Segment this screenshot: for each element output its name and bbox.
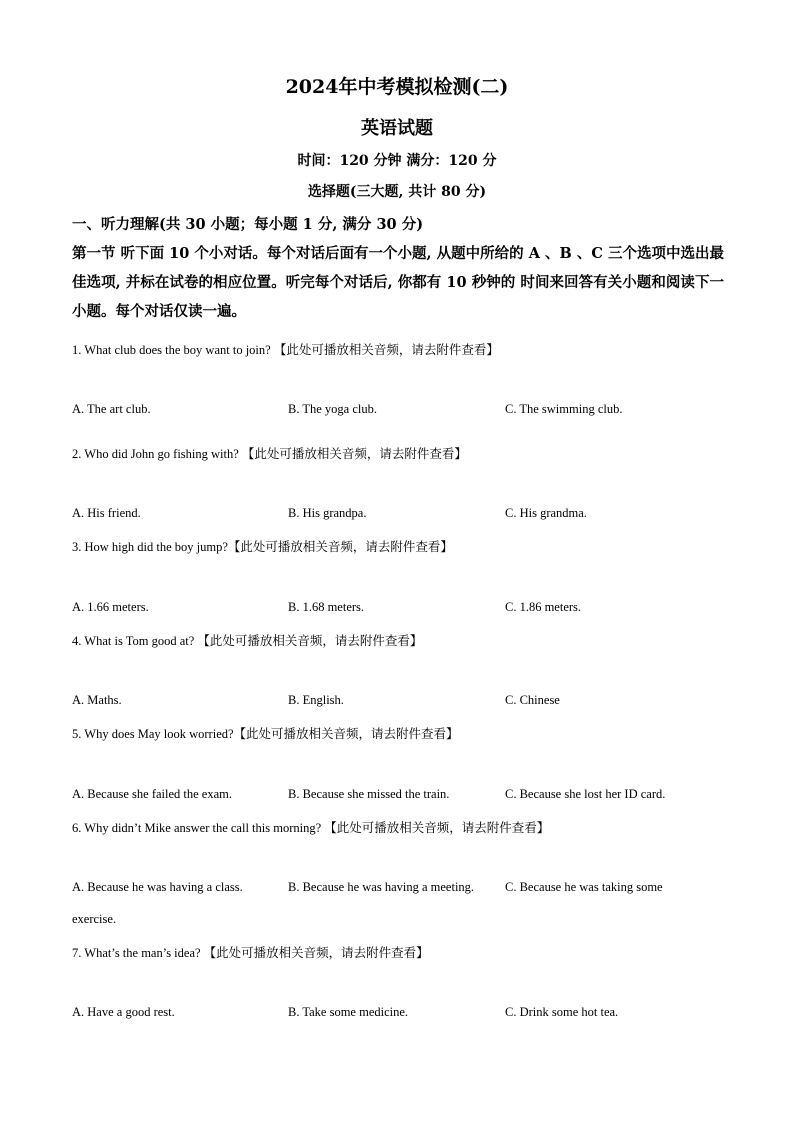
question-1-option-a: A. The art club.: [72, 402, 151, 416]
section-heading: 一、听力理解(共 30 小题；每小题 1 分, 满分 30 分): [72, 216, 424, 233]
question-4-option-b: B. English.: [288, 693, 344, 707]
question-6-option-b: B. Because he was having a meeting.: [288, 880, 475, 894]
question-5-option-b: B. Because she missed the train.: [288, 787, 450, 801]
exam-meta: 时间：120 分钟 满分：120 分: [297, 153, 497, 169]
question-3-option-b: B. 1.68 meters.: [288, 600, 365, 614]
question-6-option-c-continued: exercise.: [72, 912, 117, 926]
question-5-option-c: C. Because she lost her ID card.: [505, 787, 666, 801]
question-2-option-b: B. His grandpa.: [288, 506, 367, 520]
question-4-option-a: A. Maths.: [72, 693, 122, 707]
question-7-option-c: C. Drink some hot tea.: [505, 1005, 619, 1019]
question-3: 3. How high did the boy jump?【此处可播放相关音频，请去附件查看】: [72, 540, 453, 554]
question-1-option-b: B. The yoga club.: [288, 402, 377, 416]
section-summary: 选择题(三大题, 共计 80 分): [307, 184, 487, 200]
question-1-option-c: C. The swimming club.: [505, 402, 623, 416]
question-7-option-a: A. Have a good rest.: [72, 1005, 175, 1019]
question-6-option-a: A. Because he was having a class.: [72, 880, 243, 894]
question-4-option-c: C. Chinese: [505, 693, 560, 707]
question-2-option-a: A. His friend.: [72, 506, 141, 520]
section-instructions: 第一节 听下面 10 个小对话。每个对话后面有一个小题, 从题中所给的 A 、B 、C 三个选项中选出最佳选项, 并标在试卷的相应位置。听完每个对话后, 你都有 10 秒钟的 时间来回答有关小题和阅读下一小题。每个对话仅读一遍。: [72, 245, 724, 320]
page-subtitle: 英语试题: [361, 118, 433, 139]
question-6: 6. Why didn’t Mike answer the call this morning? 【此处可播放相关音频，请去附件查看】: [72, 821, 550, 835]
question-7: 7. What’s the man’s idea? 【此处可播放相关音频，请去附件查看】: [72, 946, 429, 960]
question-4: 4. What is Tom good at? 【此处可播放相关音频，请去附件查看】: [72, 634, 423, 648]
question-7-option-b: B. Take some medicine.: [288, 1005, 409, 1019]
question-1: 1. What club does the boy want to join? 【此处可播放相关音频，请去附件查看】: [72, 343, 499, 357]
page-title: 2024年中考模拟检测(二): [285, 76, 509, 98]
question-5: 5. Why does May look worried?【此处可播放相关音频，请去附件查看】: [72, 727, 459, 741]
question-3-option-a: A. 1.66 meters.: [72, 600, 149, 614]
question-2: 2. Who did John go fishing with? 【此处可播放相关音频，请去附件查看】: [72, 447, 467, 461]
question-2-option-c: C. His grandma.: [505, 506, 587, 520]
question-6-option-c: C. Because he was taking some: [505, 880, 663, 894]
question-3-option-c: C. 1.86 meters.: [505, 600, 582, 614]
question-5-option-a: A. Because she failed the exam.: [72, 787, 233, 801]
